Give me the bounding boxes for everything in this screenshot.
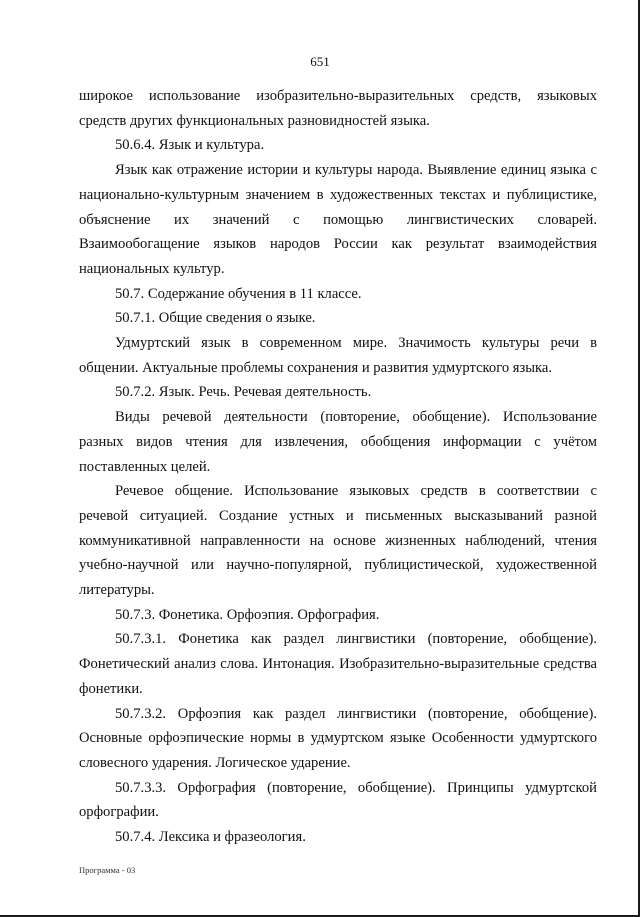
- section-heading-50-7-4: 50.7.4. Лексика и фразеология.: [115, 829, 306, 846]
- paragraph-continuation: широкое использование изобразительно-выразительных средств, языковых средств других функциональных разновидностей языка.: [79, 88, 597, 129]
- paragraph-speech-communication: Речевое общение. Использование языковых средств в соответствии с речевой ситуацией. Создание устных и письменных высказываний разной коммуникативной направленности на основе жизненных наблюдений, чтения учебно-научной или научно-популярной, публицистической, художественной литературы.: [79, 483, 597, 599]
- section-heading-50-7-2: 50.7.2. Язык. Речь. Речевая деятельность.: [115, 384, 372, 401]
- paragraph-orthoepy: 50.7.3.2. Орфоэпия как раздел лингвистики (повторение, обобщение). Основные орфоэпические нормы в удмуртском языке Особенности удмуртского словесного ударения. Логическое ударение.: [79, 705, 597, 771]
- section-heading-50-7-1: 50.7.1. Общие сведения о языке.: [115, 310, 316, 327]
- paragraph-orthography: 50.7.3.3. Орфография (повторение, обобщение). Принципы удмуртской орфографии.: [79, 779, 597, 821]
- page-footer: Программа - 03: [79, 865, 136, 875]
- paragraph-phonetics: 50.7.3.1. Фонетика как раздел лингвистики (повторение, обобщение). Фонетический анализ слова. Интонация. Изобразительно-выразительные средства фонетики.: [79, 631, 597, 697]
- paragraph-language-culture: Язык как отражение истории и культуры народа. Выявление единиц языка с национально-культурным значением в художественных текстах и публицистике, объяснение их значений с помощью лингвистических словарей. Взаимообогащение языков народов России как результат взаимодействия национальных культур.: [79, 162, 597, 277]
- page-number: 651: [310, 54, 330, 69]
- section-heading-50-6-4: 50.6.4. Язык и культура.: [115, 137, 265, 154]
- document-body: [79, 84, 597, 850]
- section-heading-50-7: 50.7. Содержание обучения в 11 классе.: [115, 285, 362, 302]
- paragraph-udmurt-modern-world: Удмуртский язык в современном мире. Значимость культуры речи в общении. Актуальные проблемы сохранения и развития удмуртского языка.: [79, 335, 597, 376]
- paragraph-speech-activity: Виды речевой деятельности (повторение, обобщение). Использование разных видов чтения для извлечения, обобщения информации с учётом поставленных целей.: [79, 409, 597, 475]
- section-heading-50-7-3: 50.7.3. Фонетика. Орфоэпия. Орфография.: [115, 606, 380, 623]
